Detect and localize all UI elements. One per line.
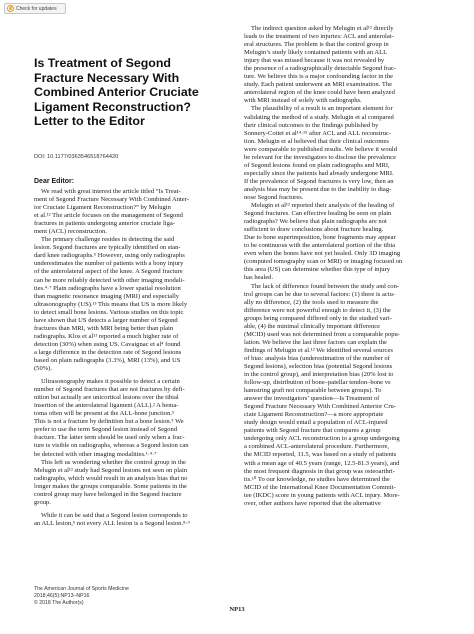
text-line: undergoing only ACL reconstruction to a group undergoing xyxy=(244,435,400,443)
text-line: be detected with other imaging modalities.¹·⁴·⁷ xyxy=(34,450,157,458)
text-line: The indirect question asked by Melugin et al¹² directly xyxy=(251,25,394,32)
doi[interactable]: DOI: 10.1177/0363546518764420 xyxy=(34,154,119,160)
text-line: analysis bias may be present due to the inability to diag- xyxy=(244,185,392,193)
text-line: The plausibility of a result is an important element for xyxy=(251,105,393,113)
text-line: dard knee radiographs.⁵ However, using only radiographs xyxy=(34,252,185,260)
text-line: We read with great interest the article titled “Is Treat- xyxy=(41,188,181,195)
text-line: Melugin’s study likely contained patients with an ALL xyxy=(244,49,388,57)
text-line: study design would entail a population of ACL-injured xyxy=(244,419,388,427)
text-line: follow-up, distribution of bone–patellar tendon–bone vs xyxy=(244,379,391,387)
text-line: (computed tomography scan or MRI) or imaging focused on xyxy=(244,258,403,266)
text-line: MCID of the International Knee Documentation Commit- xyxy=(244,483,396,491)
text-line: injury that was missed because it was not revealed by xyxy=(244,57,385,65)
check-for-updates-label: Check for updates xyxy=(16,5,57,12)
copyright: © 2018 The Author(s) xyxy=(34,599,84,606)
text-line: were comparable to published results. We believe it would xyxy=(244,145,397,153)
text-line: fractures than MRI, with MRI being better than plain xyxy=(34,324,174,332)
text-line: radiographs? We believe that plain radiographs are not xyxy=(244,218,387,226)
text-line: be relevant for the investigators to disclose the prevalence xyxy=(244,153,396,161)
text-line: of bias: analysis bias (underestimation of the number of xyxy=(244,354,390,362)
text-line: fracture. The latter term should be used only when a frac- xyxy=(34,434,185,442)
text-line: ior Cruciate Ligament Reconstruction?” by Melugin xyxy=(34,204,171,212)
text-line: an ALL lesion,⁵ not every ALL lesion is a Segond lesion.⁸·⁹ xyxy=(34,519,190,527)
text-line: ment (ACL) reconstruction. xyxy=(34,228,107,236)
text-line: lesion. Segond fractures are typically identified on stan- xyxy=(34,244,181,252)
text-line: a combined ACL-anterolateral procedure. Furthermore, xyxy=(244,443,390,451)
text-line: ultrasonography (US).¹³ This means that US is more likely xyxy=(34,300,188,308)
text-line: ally no difference, (2) the tools used to measure the xyxy=(244,298,379,306)
text-line: number of Segond fractures that are not fractures by defi- xyxy=(34,386,185,394)
text-line: While it can be said that a Segond lesion corresponds to xyxy=(41,511,188,519)
text-line: than magnetic resonance imaging (MRI) and especially xyxy=(34,292,180,300)
text-line: ciate Ligament Reconstruction?—a more appropriate xyxy=(244,411,384,419)
text-line: tee (IKDC) score in young patients with ACL injury. More- xyxy=(244,491,400,499)
journal-citation: 2018;46(5):NP13–NP16 xyxy=(34,592,90,599)
text-line: over, other authors have reported that the alternative xyxy=(244,499,381,507)
text-line: ture is visible on radiographs, whereas a Segond lesion can xyxy=(34,442,189,450)
text-line: the most frequent diagnosis in that group was osteoarthri- xyxy=(244,467,395,475)
text-line: If the prevalence of Segond fractures is very low, then an xyxy=(244,177,394,185)
text-line: this area (US) can determine whether this type of injury xyxy=(244,266,390,274)
text-line xyxy=(244,508,450,516)
text-line: Segond Fracture Necessary With Combined Anterior Cru- xyxy=(244,403,396,411)
text-line xyxy=(244,524,450,532)
text-line: even when the bones have not yet healed. Only 3D imaging xyxy=(244,250,401,258)
text-line: patients with Segond fracture that compares a group xyxy=(244,427,381,435)
text-line: validating the method of a study. Melugin et al compared xyxy=(244,113,394,121)
text-line: ties.⁴·⁷ Plain radiographs have a lower spatial resolution xyxy=(34,284,181,292)
text-line: detection (30%) when using US. Cavaignac et al⁴ found xyxy=(34,340,181,348)
title-line: Ligament Reconstruction? xyxy=(34,99,191,114)
text-line: has healed. xyxy=(244,274,274,282)
text-line: fractures in patients undergoing anterior cruciate liga- xyxy=(34,220,175,228)
salutation: Dear Editor: xyxy=(34,178,75,185)
text-line: with MRI instead of solely with radiographs. xyxy=(244,97,362,105)
text-line: in the control group), and interpretation bias (20% lost to xyxy=(244,371,394,379)
text-line: This is not a fracture by definition but a bone lesion.⁵ We xyxy=(34,418,184,426)
text-line: (50%). xyxy=(34,365,52,373)
text-line: their clinical outcomes to the findings published by xyxy=(244,121,379,129)
text-line xyxy=(244,540,450,548)
text-line: to be continuous with the anterolateral portion of the tibia xyxy=(244,242,396,250)
text-line: hamstring graft not comparable between groups). To xyxy=(244,387,382,395)
text-line: Due to bone superimposition, bone fragments may appear xyxy=(244,234,396,242)
text-line: (MCID) used was not determined from a comparable popu- xyxy=(244,330,400,338)
title-line: Combined Anterior Cruciate xyxy=(34,85,199,100)
text-line: radiographs, which would result in an analysis bias that no xyxy=(34,474,188,482)
text-line: based on plain radiographs (3.3%), MRI (13%), and US xyxy=(34,356,181,364)
text-line: anterolateral region of the knee could have been analyzed xyxy=(244,89,395,97)
text-line: trol groups can be due to several factors: (1) there is actu- xyxy=(244,290,396,298)
text-line: especially since the patients had already undergone MRI. xyxy=(244,169,394,177)
text-line: Sonnery-Cottet et al¹⁴·¹⁵ after ACL and ALL reconstruc- xyxy=(244,129,392,137)
text-line: of the anterolateral aspect of the knee. A Segond fracture xyxy=(34,268,183,276)
text-line: underestimates the number of patients with a bony injury xyxy=(34,260,184,268)
text-line: Ultrasonography makes it possible to detect a certain xyxy=(41,378,180,386)
text-line: control group may have belonged in the Segond fracture xyxy=(34,490,182,498)
page-number: NP13 xyxy=(229,606,245,613)
text-line: Melugin et al¹² reported their analysis of the healing of xyxy=(251,202,395,210)
title-line: Letter to the Editor xyxy=(34,114,145,129)
text-line: radiographs. Klos et al¹¹ reported a much higher rate of xyxy=(34,332,179,340)
right-column-body xyxy=(244,25,450,556)
text-line: tion. Melugin et al believed that their clinical outcomes xyxy=(244,137,389,145)
text-line: the MCID reported, 11.5, was based on a study of patients xyxy=(244,451,397,459)
text-line: Segond lesions), selection bias (potential Segond lesions xyxy=(244,362,393,370)
text-line: longer makes the groups comparable. Some patients in the xyxy=(34,482,187,490)
text-line: with a mean age of 40.5 years (range, 12.5-81.3 years), and xyxy=(244,459,400,467)
journal-footer xyxy=(34,586,129,606)
text-line: to detect small bone lesions. Various studies on this topic xyxy=(34,308,184,316)
text-line: This left us wondering whether the control group in the xyxy=(41,458,186,466)
text-line: of Segond lesions found on plain radiographs and MRI, xyxy=(244,161,390,169)
text-line: groups being compared differed only in the studied vari- xyxy=(244,314,392,322)
text-line: prefer to use the term Segond lesion instead of Segond xyxy=(34,426,178,434)
text-line: et al.¹² The article focuses on the management of Segond xyxy=(34,212,183,220)
title-line: Fracture Necessary With xyxy=(34,70,180,85)
text-line: sufficient to draw conclusions about fracture healing. xyxy=(244,226,384,234)
text-line: The primary challenge resides in detecting the said xyxy=(41,236,175,244)
text-line: a large difference in the detection rate of Segond lesions xyxy=(34,348,182,356)
text-line: toma often will be present at the ALL-bone junction.⁵ xyxy=(34,410,175,418)
text-line: leads to the treatment of two injuries: ACL and anterolat- xyxy=(244,33,394,41)
text-line: the presence of a radiographically detectable Segond frac- xyxy=(244,65,397,73)
journal-name: The American Journal of Sports Medicine xyxy=(34,586,129,592)
text-line: Segond fractures. Can effective healing be seen on plain xyxy=(244,210,392,218)
text-line: answer the investigators’ question—Is Treatment of xyxy=(244,395,380,403)
text-line: findings of Melugin et al.¹² We identified several sources xyxy=(244,346,393,354)
text-line: ment of Segond Fracture Necessary With Combined Anter- xyxy=(34,196,189,204)
title-line: Is Treatment of Segond xyxy=(34,56,172,70)
article-title xyxy=(34,56,240,129)
text-line: tis.¹⁰ To our knowledge, no studies have determined the xyxy=(244,475,390,483)
text-line xyxy=(244,532,450,540)
text-line: able, (4) the minimal clinically important difference xyxy=(244,322,381,330)
text-line: insertion of the anterolateral ligament (ALL).² A hema- xyxy=(34,402,179,410)
left-column-body xyxy=(34,188,240,528)
text-line: have shown that US detects a larger number of Segond xyxy=(34,316,178,324)
text-line: nose Segond fractures. xyxy=(244,193,304,201)
text-line: The lack of difference found between the study and con- xyxy=(251,282,400,290)
text-line: eral structures. The problem is that the control group in xyxy=(244,41,389,49)
text-line: can be more reliably detected with other imaging modali- xyxy=(34,276,185,284)
text-line: ture. We believe this is a major confounding factor in the xyxy=(244,73,393,81)
refresh-icon xyxy=(7,5,14,12)
text-line: Melugin et al¹² study had Segond lesions not seen on plain xyxy=(34,466,188,474)
check-for-updates-badge[interactable] xyxy=(4,3,66,14)
text-line xyxy=(244,516,450,524)
text-line: lation. We believe the last three factors can explain the xyxy=(244,338,387,346)
text-line: study. Each patient underwent an MRI examination. The xyxy=(244,81,392,89)
text-line: group. xyxy=(34,498,51,506)
text-line: difference were not powerful enough to detect it, (3) the xyxy=(244,306,391,314)
text-line: nition but actually are unicortical lesions over the tibial xyxy=(34,394,179,402)
text-line xyxy=(244,548,450,556)
